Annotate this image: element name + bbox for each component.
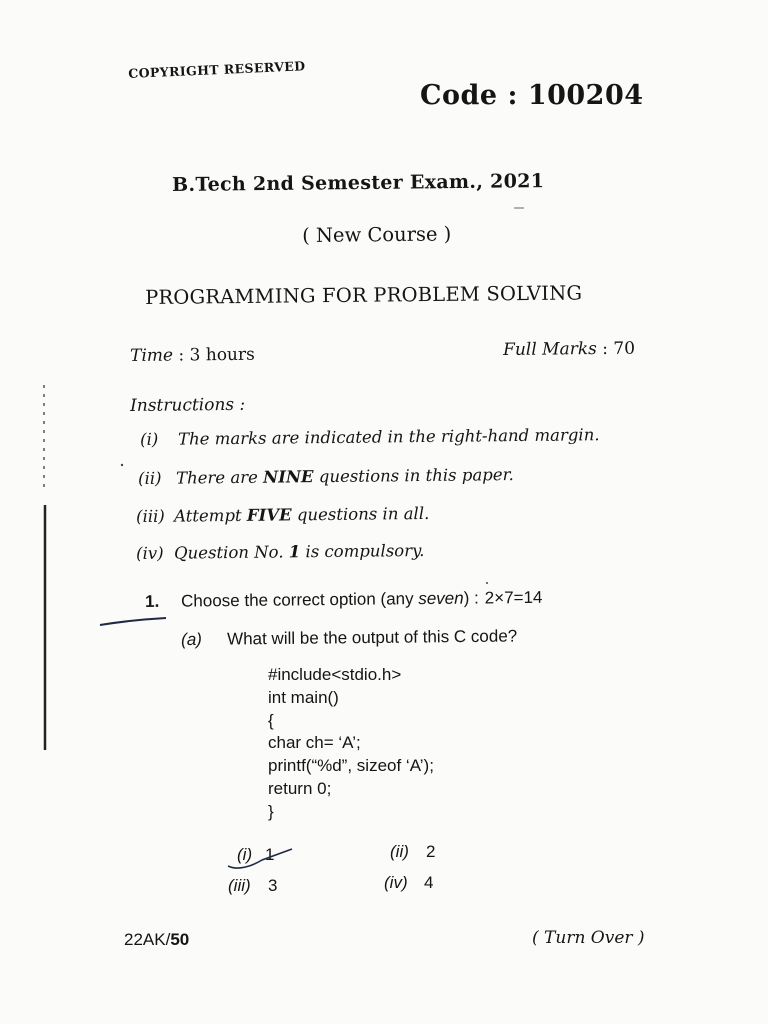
question-marks: 2×7=14 [484, 587, 543, 608]
instruction-text-end: questions in all. [291, 503, 430, 525]
code-line: return 0; [268, 778, 332, 798]
instruction-text-end: is compulsory. [300, 540, 425, 562]
instructions-heading: Instructions : [130, 394, 246, 416]
part-label: (a) [181, 629, 202, 649]
pen-tick-mark [228, 849, 292, 868]
paper-code: Code : 100204 [420, 80, 644, 111]
footer-code-suffix: 50 [170, 930, 190, 949]
option-value: 1 [265, 845, 275, 864]
instruction-number: (iv) [136, 543, 164, 563]
code-line: int main() [268, 687, 339, 707]
question-number: 1. [145, 591, 160, 611]
instruction-text: Question No. [173, 542, 289, 563]
instruction-text: There are [175, 467, 264, 488]
instruction-text-end: questions in this paper. [313, 465, 514, 487]
speck [486, 582, 488, 584]
option-label: (iv) [384, 873, 408, 892]
instruction-emphasis: 1 [288, 542, 301, 562]
code-line: printf(“%d”, sizeof ‘A’); [268, 756, 434, 776]
instruction-number: (ii) [138, 468, 162, 488]
question-text-end: ) : [463, 588, 479, 608]
exam-title: B.Tech 2nd Semester Exam., 2021 [172, 170, 545, 196]
question-text-italic: seven [418, 588, 464, 609]
time-value: : 3 hours [178, 344, 255, 366]
footer-code-prefix: 22AK/ [124, 930, 171, 949]
option-label: (i) [237, 845, 253, 864]
full-marks-value: : 70 [602, 338, 636, 359]
code-line: char ch= ‘A’; [268, 733, 361, 753]
option-value: 2 [426, 842, 436, 861]
option-value: 4 [424, 873, 434, 892]
speck [121, 464, 123, 466]
instruction-text: The marks are indicated in the right-hand margin. [177, 425, 600, 449]
turn-over-note: ( Turn Over ) [532, 928, 645, 948]
copyright-notice: COPYRIGHT RESERVED [128, 58, 306, 81]
instruction-number: (i) [140, 429, 159, 449]
part-text: What will be the output of this C code? [226, 626, 518, 649]
instruction-text: Attempt [173, 505, 247, 526]
code-line: #include<stdio.h> [268, 665, 402, 684]
full-marks-label: Full Marks [503, 339, 597, 360]
code-line: { [268, 710, 274, 730]
question-text: Choose the correct option (any [180, 589, 419, 611]
course-type: ( New Course ) [302, 222, 452, 247]
subject-title: PROGRAMMING FOR PROBLEM SOLVING [145, 281, 583, 309]
code-line: } [268, 801, 274, 821]
option-value: 3 [268, 876, 278, 895]
option-label: (ii) [390, 842, 409, 861]
time-label: Time [130, 345, 174, 366]
pen-underline-mark [100, 618, 166, 625]
instruction-emphasis: NINE [263, 467, 314, 487]
option-label: (iii) [228, 876, 251, 895]
instruction-number: (iii) [136, 506, 165, 526]
instruction-emphasis: FIVE [246, 505, 292, 525]
